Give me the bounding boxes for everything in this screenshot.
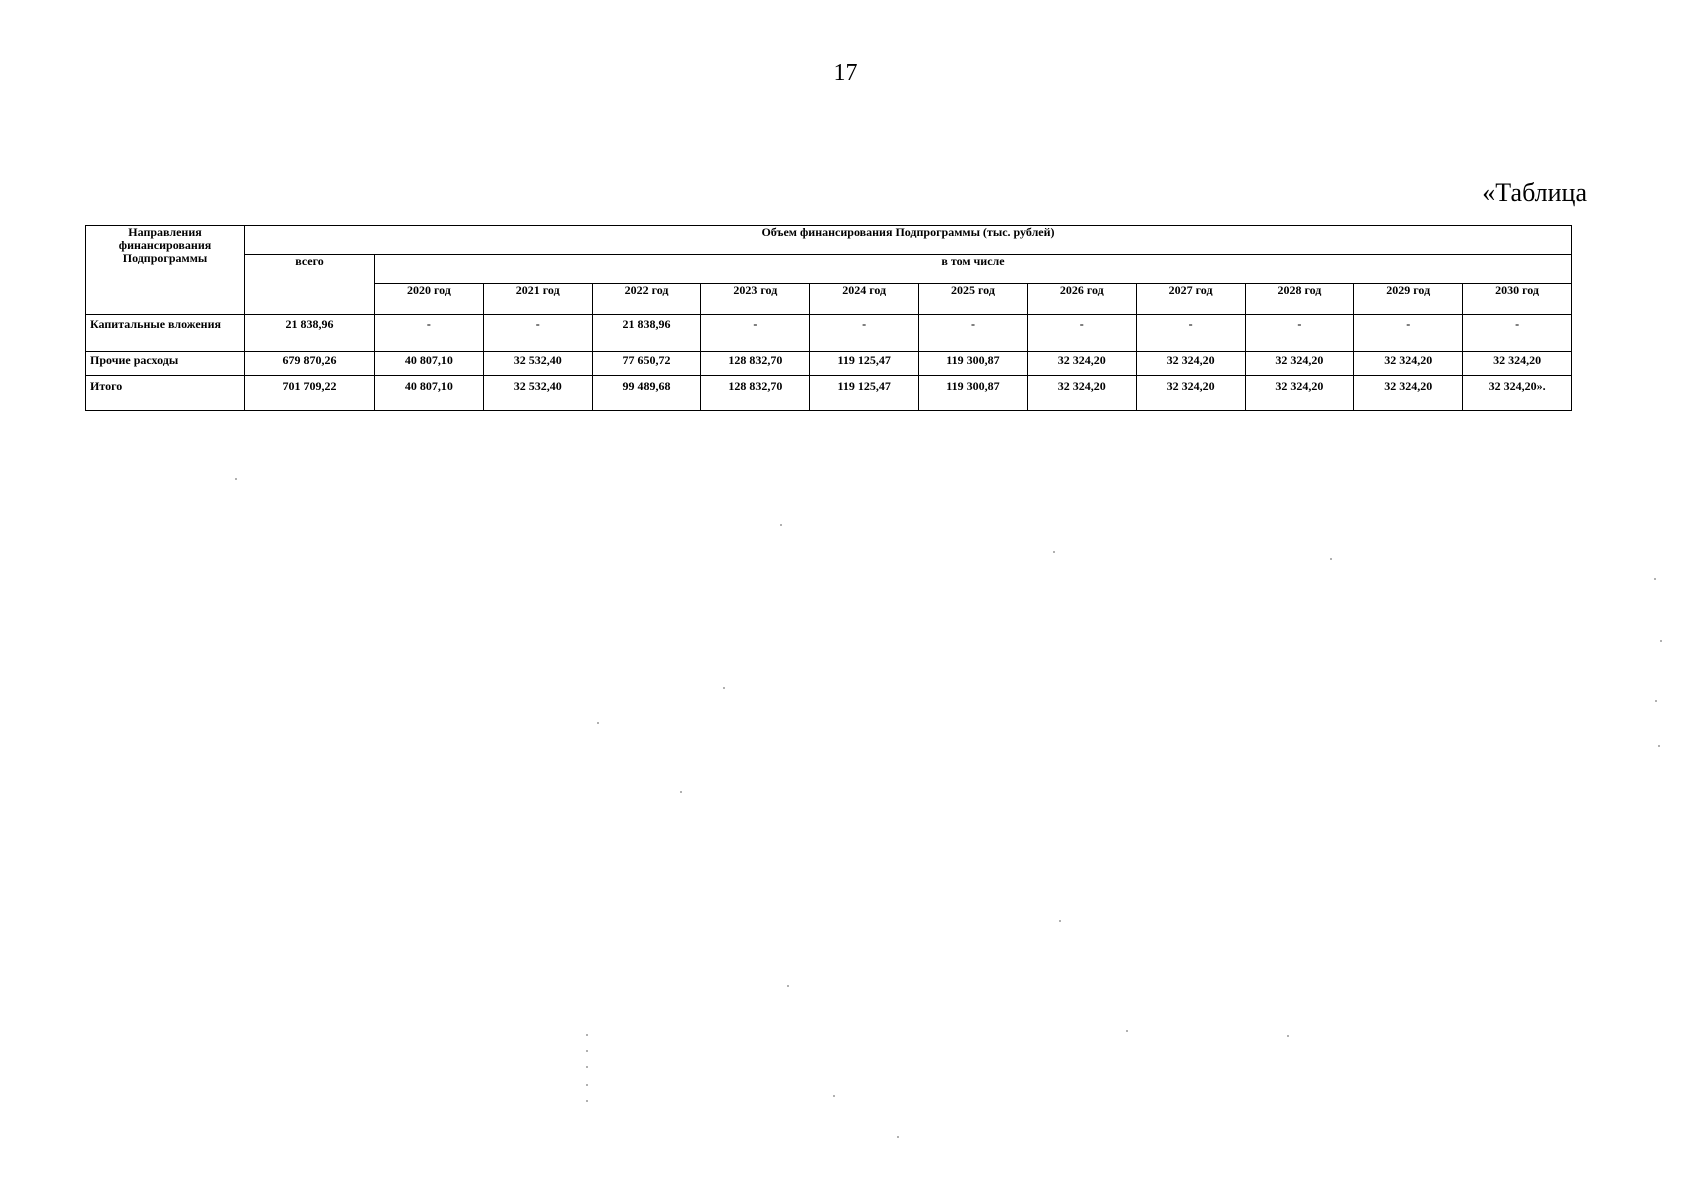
year-header: 2021 год bbox=[483, 284, 592, 315]
table-cell: 32 324,20 bbox=[1245, 352, 1354, 376]
scan-speck bbox=[586, 1050, 588, 1052]
table-cell: - bbox=[701, 315, 810, 352]
scan-speck bbox=[1059, 920, 1061, 922]
row-label: Капитальные вложения bbox=[86, 315, 245, 352]
scan-speck bbox=[586, 1034, 588, 1036]
table-cell: - bbox=[1463, 315, 1572, 352]
row-label: Прочие расходы bbox=[86, 352, 245, 376]
table-cell: 32 324,20». bbox=[1463, 376, 1572, 411]
table-cell: 32 324,20 bbox=[1354, 352, 1463, 376]
table-cell: 32 324,20 bbox=[1354, 376, 1463, 411]
scan-speck bbox=[680, 791, 682, 793]
year-header: 2030 год bbox=[1463, 284, 1572, 315]
table-cell: - bbox=[1354, 315, 1463, 352]
table-row bbox=[86, 315, 1572, 352]
table-cell: - bbox=[1027, 315, 1136, 352]
total-header: всего bbox=[245, 255, 375, 315]
table-cell: - bbox=[483, 315, 592, 352]
table-cell: 99 489,68 bbox=[592, 376, 701, 411]
table-cell: 32 324,20 bbox=[1136, 352, 1245, 376]
table-caption: «Таблица bbox=[1482, 178, 1587, 207]
table-cell: - bbox=[810, 315, 919, 352]
scan-speck bbox=[897, 1136, 899, 1138]
year-header: 2028 год bbox=[1245, 284, 1354, 315]
scan-speck bbox=[235, 478, 237, 480]
scan-speck bbox=[1655, 700, 1657, 702]
scan-speck bbox=[586, 1066, 588, 1068]
table-cell: 119 300,87 bbox=[919, 376, 1028, 411]
row-total: 21 838,96 bbox=[245, 315, 375, 352]
scan-speck bbox=[1654, 578, 1656, 580]
year-header: 2029 год bbox=[1354, 284, 1463, 315]
volume-header: Объем финансирования Подпрограммы (тыс. рублей) bbox=[245, 226, 1572, 255]
scan-speck bbox=[586, 1100, 588, 1102]
scan-speck bbox=[1660, 640, 1662, 642]
table-cell: 32 324,20 bbox=[1463, 352, 1572, 376]
financing-table bbox=[85, 225, 1572, 411]
table-cell: 32 532,40 bbox=[483, 376, 592, 411]
table-cell: - bbox=[919, 315, 1028, 352]
header-row-1 bbox=[86, 226, 1572, 255]
table-row bbox=[86, 376, 1572, 411]
table-cell: 128 832,70 bbox=[701, 352, 810, 376]
scan-speck bbox=[586, 1084, 588, 1086]
table-cell: 32 324,20 bbox=[1027, 352, 1136, 376]
scan-speck bbox=[723, 687, 725, 689]
scan-speck bbox=[1053, 551, 1055, 553]
table-cell: 119 300,87 bbox=[919, 352, 1028, 376]
year-header: 2022 год bbox=[592, 284, 701, 315]
including-header: в том числе bbox=[375, 255, 1572, 284]
row-total: 701 709,22 bbox=[245, 376, 375, 411]
table-row bbox=[86, 352, 1572, 376]
table-cell: 40 807,10 bbox=[375, 352, 484, 376]
table-cell: - bbox=[375, 315, 484, 352]
table-cell: 128 832,70 bbox=[701, 376, 810, 411]
table-cell: 77 650,72 bbox=[592, 352, 701, 376]
year-header: 2020 год bbox=[375, 284, 484, 315]
table-cell: 32 532,40 bbox=[483, 352, 592, 376]
scan-speck bbox=[597, 722, 599, 724]
year-header: 2025 год bbox=[919, 284, 1028, 315]
year-header: 2024 год bbox=[810, 284, 919, 315]
year-header: 2027 год bbox=[1136, 284, 1245, 315]
direction-header: Направления финансирования Подпрограммы bbox=[86, 226, 245, 315]
table-cell: 32 324,20 bbox=[1136, 376, 1245, 411]
table-cell: 32 324,20 bbox=[1027, 376, 1136, 411]
page-number: 17 bbox=[833, 60, 858, 86]
table-cell: - bbox=[1245, 315, 1354, 352]
table-cell: 119 125,47 bbox=[810, 376, 919, 411]
scan-speck bbox=[1287, 1035, 1289, 1037]
scan-speck bbox=[780, 524, 782, 526]
scan-speck bbox=[1658, 745, 1660, 747]
year-header: 2023 год bbox=[701, 284, 810, 315]
header-row-2 bbox=[86, 255, 1572, 284]
scan-speck bbox=[833, 1095, 835, 1097]
scan-speck bbox=[1126, 1030, 1128, 1032]
table-cell: 119 125,47 bbox=[810, 352, 919, 376]
scan-speck bbox=[787, 985, 789, 987]
table-cell: - bbox=[1136, 315, 1245, 352]
table-cell: 21 838,96 bbox=[592, 315, 701, 352]
row-total: 679 870,26 bbox=[245, 352, 375, 376]
table-cell: 40 807,10 bbox=[375, 376, 484, 411]
row-label: Итого bbox=[86, 376, 245, 411]
year-header: 2026 год bbox=[1027, 284, 1136, 315]
scan-speck bbox=[1330, 558, 1332, 560]
table-cell: 32 324,20 bbox=[1245, 376, 1354, 411]
